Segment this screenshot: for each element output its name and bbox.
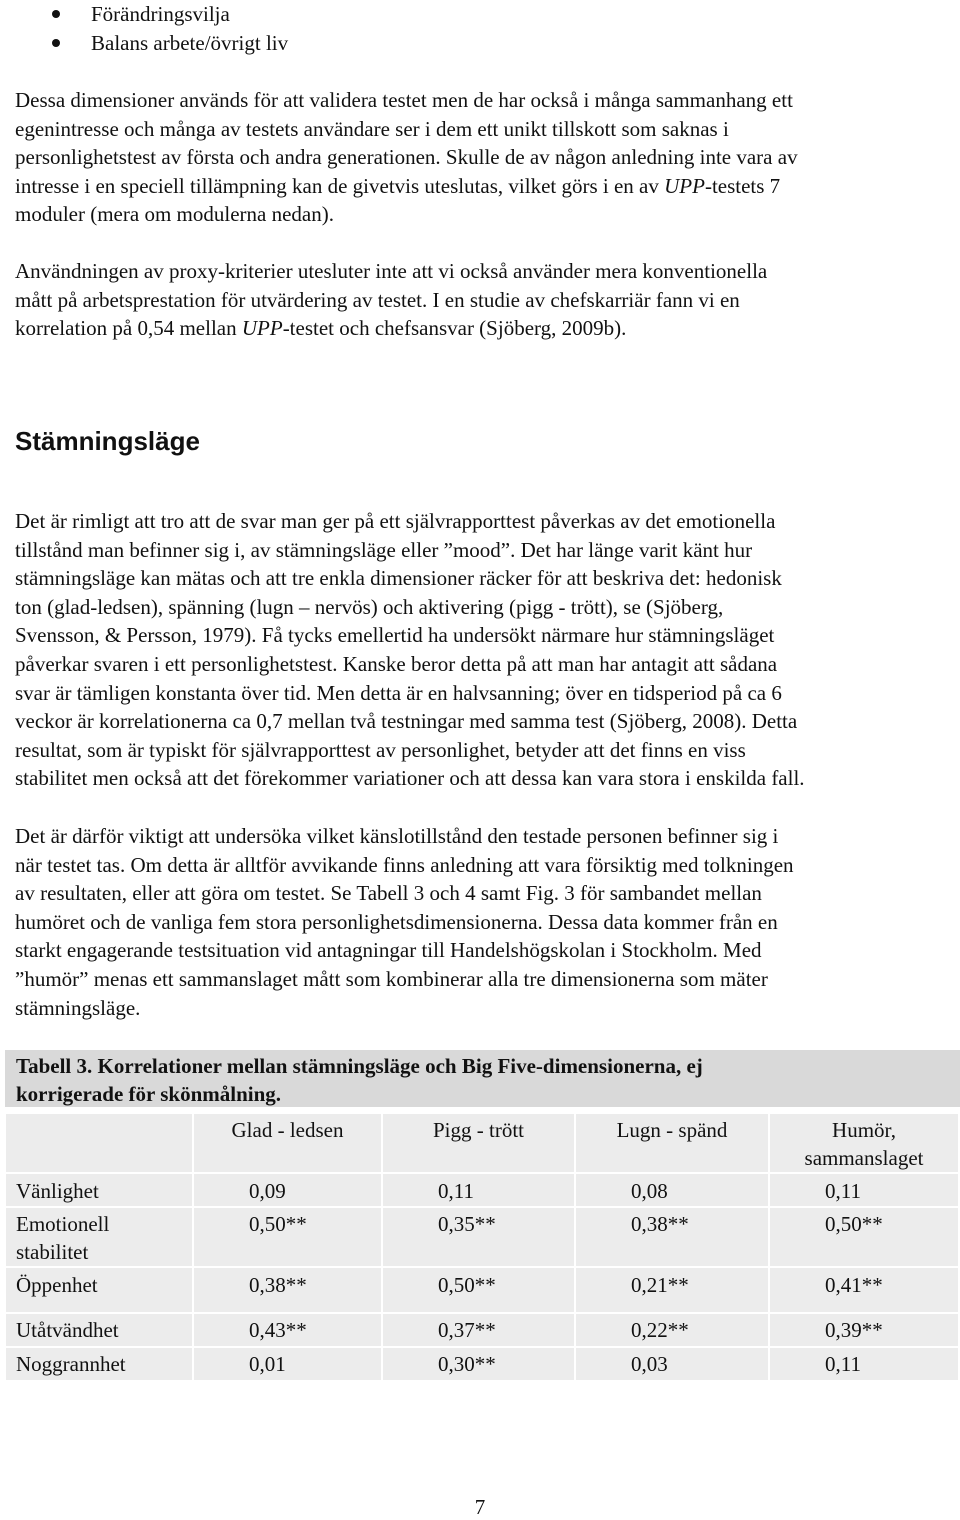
table-cell: Öppenhet: [6, 1268, 192, 1312]
table-header-cell: Glad - ledsen: [194, 1114, 381, 1172]
table-cell: 0,08: [576, 1174, 768, 1206]
table-cell: 0,09: [194, 1174, 381, 1206]
table-header-cell: Pigg - trött: [383, 1114, 574, 1172]
table-row: [6, 1174, 958, 1206]
table-cell: 0,39**: [770, 1314, 958, 1346]
table-cell: 0,37**: [383, 1314, 574, 1346]
table-cell: 0,21**: [576, 1268, 768, 1312]
table-cell: 0,35**: [383, 1208, 574, 1266]
table-cell: 0,03: [576, 1348, 768, 1380]
table-cell: 0,41**: [770, 1268, 958, 1312]
paragraph: Dessa dimensioner används för att validera testet men de har också i många sammanhang ett egenintresse och många av testets användare ser i dem ett unikt tillskott som saknas i personlighetstest av första och andra generationen. Skulle de av någon anledning inte vara av intresse i en speciell tillämpning kan de givetvis uteslutas, vilket görs i en av UPP-testets 7 moduler (mera om modulerna nedan).: [15, 88, 798, 227]
table-cell: 0,11: [383, 1174, 574, 1206]
table-row: [6, 1208, 958, 1266]
table-header-cell: [6, 1114, 192, 1172]
table-row: [6, 1268, 958, 1312]
list-item-text: Förändringsvilja: [91, 2, 230, 26]
table-cell: 0,38**: [194, 1268, 381, 1312]
table-row: [6, 1314, 958, 1346]
table-cell: 0,01: [194, 1348, 381, 1380]
paragraph: Det är rimligt att tro att de svar man ger på ett självrapporttest påverkas av det emotionella tillstånd man befinner sig i, av stämningsläge eller ”mood”. Det har länge varit känt hur stämningsläge kan mätas och att tre enkla dimensioner räcker för att beskriva det: hedonisk ton (glad-ledsen), spänning (lugn – nervös) och aktivering (pigg - trött), se (Sjöberg, Svensson, & Persson, 1979). Få tycks emellertid ha undersökt närmare hur stämningsläget påverkar svaren i ett personlighetstest. Kanske beror detta på att man har antagit att sådana svar är tämligen konstanta över tid. Men detta är en halvsanning; över en tidsperiod på ca 6 veckor är korrelationerna ca 0,7 mellan två testningar med samma test (Sjöberg, 2008). Detta resultat, som är typiskt för självrapporttest av personlighet, betyder att det finns en viss stabilitet men också att det förekommer variationer och att dessa kan vara stora i enskilda fall.: [15, 509, 805, 791]
table-cell: 0,50**: [383, 1268, 574, 1312]
table-cell: 0,38**: [576, 1208, 768, 1266]
paragraph: Det är därför viktigt att undersöka vilket känslotillstånd den testade personen befinner sig i när testet tas. Om detta är alltför avvikande finns anledning att vara försiktig med tolkningen av resultaten, eller att göra om testet. Se Tabell 3 och 4 samt Fig. 3 för sambandet mellan humöret och de vanliga fem stora personlighetsdimensionerna. Dessa data kommer från en starkt engagerande testsituation vid antagningar till Handelshögskolan i Stockholm. Med ”humör” menas ett sammanslaget mått som kombinerar alla tre dimensionerna som mäter stämningsläge.: [15, 824, 794, 1020]
table-cell: Noggrannhet: [6, 1348, 192, 1380]
bullet-icon: [52, 10, 60, 18]
table-cell: 0,22**: [576, 1314, 768, 1346]
paragraph: Användningen av proxy-kriterier utesluter inte att vi också använder mera konventionella mått på arbetsprestation för utvärdering av testet. I en studie av chefskarriär fann vi en korrelation på 0,54 mellan UPP-testet och chefsansvar (Sjöberg, 2009b).: [15, 259, 768, 341]
table-header-cell: Lugn - spänd: [576, 1114, 768, 1172]
page-number: 7: [474, 1495, 486, 1519]
table-cell: 0,11: [770, 1348, 958, 1380]
table-cell: 0,43**: [194, 1314, 381, 1346]
table-caption: Tabell 3. Korrelationer mellan stämningsläge och Big Five-dimensionerna, ej korrigerade för skönmålning.: [5, 1050, 960, 1107]
table-cell: Emotionell stabilitet: [6, 1208, 192, 1266]
correlation-table: [4, 1112, 960, 1382]
list-item-text: Balans arbete/övrigt liv: [91, 31, 289, 55]
section-heading: Stämningsläge: [15, 426, 200, 456]
table-header-cell: Humör, sammanslaget: [770, 1114, 958, 1172]
bullet-icon: [52, 39, 60, 47]
table-cell: 0,30**: [383, 1348, 574, 1380]
table-cell: Utåtvändhet: [6, 1314, 192, 1346]
table-cell: 0,11: [770, 1174, 958, 1206]
table-header-row: [6, 1114, 958, 1172]
table-cell: 0,50**: [194, 1208, 381, 1266]
table-row: [6, 1348, 958, 1380]
table-cell: Vänlighet: [6, 1174, 192, 1206]
table-cell: 0,50**: [770, 1208, 958, 1266]
